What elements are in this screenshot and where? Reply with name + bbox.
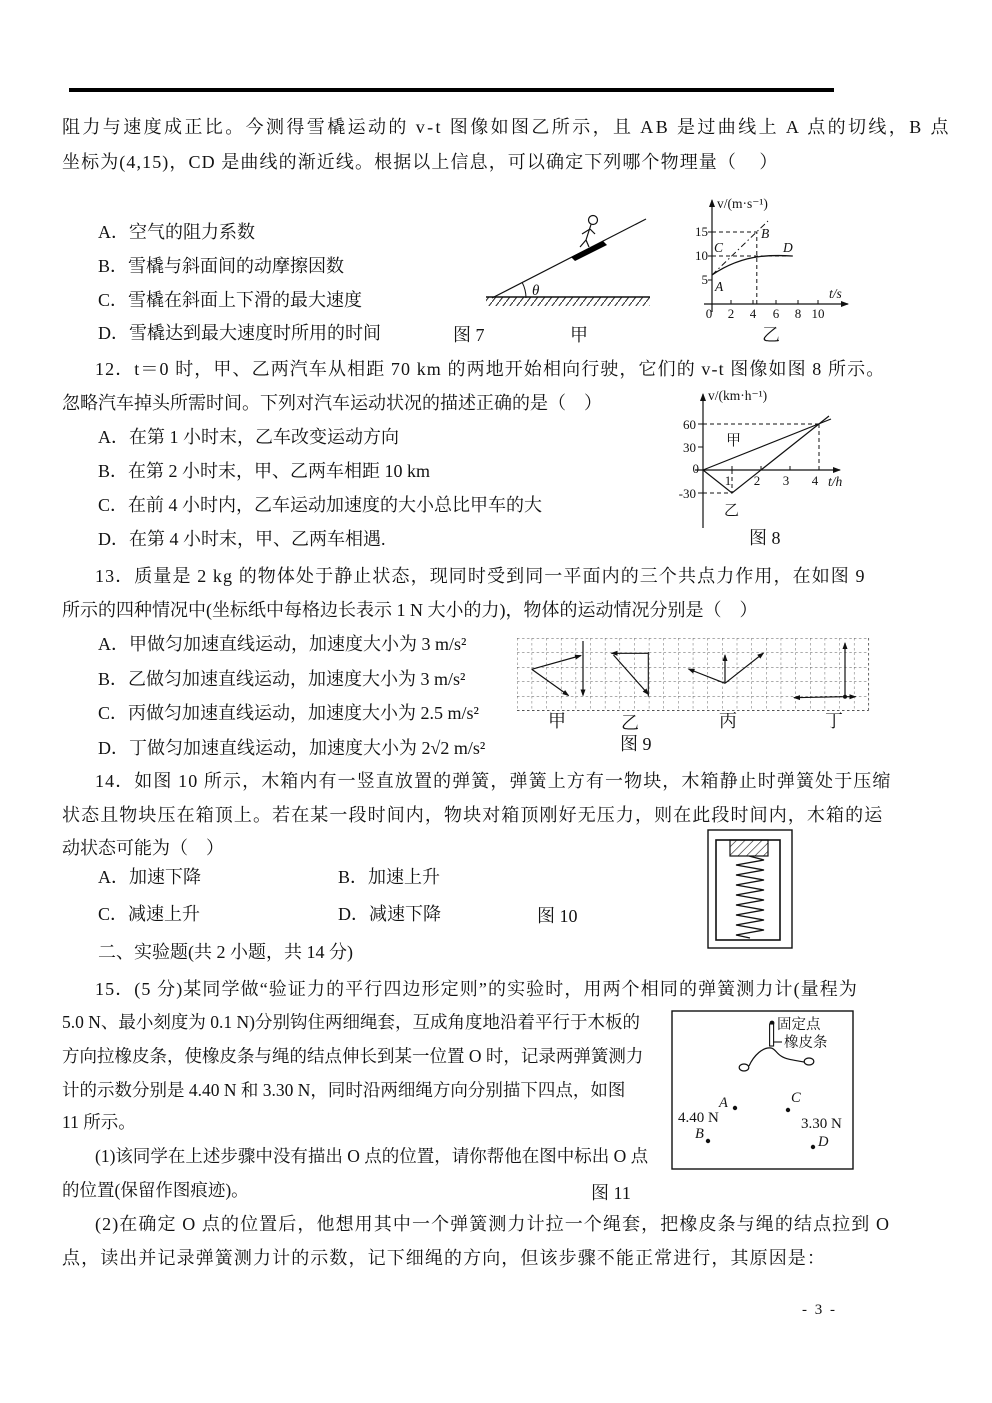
q14-line-2: 状态且物块压在箱顶上。若在某一段时间内，物块对箱顶刚好无压力，则在此段时间内，木箱的运 (62, 805, 884, 825)
xtick-2: 2 (753, 473, 761, 488)
q11-option-a: A．空气的阻力系数 (98, 222, 255, 242)
car-yi-label: 乙 (724, 503, 740, 519)
figure-9-label-bing: 丙 (719, 711, 737, 731)
ytick-30: 30 (683, 440, 696, 455)
reading-left: 4.40 N (678, 1110, 719, 1126)
q13-option-a: A．甲做匀加速直线运动，加速度大小为 3 m/s² (98, 634, 467, 654)
x-axis-label: t/h (828, 474, 843, 489)
point-d-label: D (818, 1134, 829, 1150)
figure-yi-caption: 乙 (762, 325, 780, 345)
xtick-8: 8 (794, 306, 802, 321)
point-b-label: B (695, 1126, 704, 1142)
q11-option-d: D．雪橇达到最大速度时所用的时间 (98, 323, 381, 343)
q15-line-5: 11 所示。 (62, 1112, 136, 1132)
skier-figure (580, 216, 598, 248)
point-b-dot (706, 1139, 710, 1143)
ytick-neg30: -30 (678, 486, 696, 501)
q12-option-a: A．在第 1 小时末，乙车改变运动方向 (98, 427, 399, 447)
xtick-0: 0 (705, 306, 713, 321)
figure-9-caption: 图 9 (620, 734, 652, 754)
xtick-1: 1 (724, 473, 732, 488)
block-hatched (730, 840, 768, 856)
xtick-2: 2 (727, 306, 735, 321)
point-a-dot (733, 1106, 737, 1110)
reading-right: 3.30 N (801, 1116, 842, 1132)
incline-line (492, 219, 646, 298)
q13-line-2: 所示的四种情况中(坐标纸中每格边长表示 1 N 大小的力)，物体的运动情况分别是（ ） (62, 600, 758, 620)
q14-option-c: C．减速上升 (98, 904, 201, 924)
car-jia-label: 甲 (726, 433, 742, 449)
q12-option-c: C．在前 4 小时内，乙车运动加速度的大小总比甲车的大 (98, 495, 543, 515)
q15-line-3: 方向拉橡皮条，使橡皮条与绳的结点伸长到某一位置 O 时，记录两弹簧测力 (62, 1046, 644, 1066)
ytick-5: 5 (701, 272, 708, 287)
q13-option-d: D．丁做匀加速直线运动，加速度大小为 2√2 m/s² (98, 738, 486, 758)
q15-part1-line-1: (1)该同学在上述步骤中没有描出 O 点的位置，请你帮他在图中标出 O 点 (95, 1146, 649, 1166)
point-c-label: C (714, 240, 724, 255)
ytick-10: 10 (695, 248, 708, 263)
figure-9-label-yi: 乙 (621, 713, 639, 733)
point-a-label: A (715, 279, 724, 294)
q14-option-d: D．减速下降 (338, 904, 441, 924)
q13-line-1: 13．质量是 2 kg 的物体处于静止状态，现同时受到同一平面内的三个共点力作用，在如图 9 (95, 566, 866, 586)
q14-line-1: 14．如图 10 所示，木箱内有一竖直放置的弹簧，弹簧上方有一物块，木箱静止时弹簧处于压缩 (95, 771, 892, 791)
q14-option-b: B．加速上升 (338, 867, 441, 887)
page-number: - 3 - (802, 1302, 837, 1318)
figure-yi-vt-graph (688, 192, 868, 342)
anchor-label: 固定点 (777, 1017, 821, 1033)
xtick-10: 10 (811, 306, 825, 321)
ground-hatch (486, 297, 650, 306)
sled-shape (571, 241, 607, 261)
xtick-6: 6 (772, 306, 780, 321)
ytick-60: 60 (683, 417, 696, 432)
vt-curve (712, 256, 792, 276)
band-loop-right (804, 1058, 814, 1065)
q15-part2-line-1: (2)在确定 O 点的位置后，他想用其中一个弹簧测力计拉一个绳套，把橡皮条与绳的结点拉到 O (95, 1214, 891, 1234)
figure-11-experiment-board (671, 1010, 856, 1172)
q11-line-1: 阻力与速度成正比。今测得雪橇运动的 v-t 图像如图乙所示，且 AB 是过曲线上 A 点的切线，B 点 (62, 117, 951, 137)
q11-option-b: B．雪橇与斜面间的动摩擦因数 (98, 256, 345, 276)
header-rule (69, 88, 834, 92)
point-c-label: C (791, 1090, 801, 1106)
band-loop-left (739, 1064, 749, 1071)
q11-line-2: 坐标为(4,15)，CD 是曲线的渐近线。根据以上信息，可以确定下列哪个物理量（ ） (62, 152, 779, 172)
figure-8-vt-graph (678, 388, 868, 543)
q15-line-4: 计的示数分别是 4.40 N 和 3.30 N，同时沿两细绳方向分别描下四点，如图 (62, 1080, 626, 1100)
figure-10-box-spring (706, 828, 796, 952)
angle-arc (522, 283, 526, 299)
y-axis-label: v/(m·s⁻¹) (717, 196, 768, 211)
figure-7-caption: 图 7 (453, 325, 485, 345)
xtick-4: 4 (811, 473, 819, 488)
grid-area (517, 638, 869, 711)
xtick-3: 3 (782, 473, 790, 488)
q15-line-2: 5.0 N、最小刻度为 0.1 N)分别钩住两细绳套，互成角度地沿着平行于木板的 (62, 1012, 640, 1032)
q12-option-d: D．在第 4 小时末，甲、乙两车相遇. (98, 529, 386, 549)
ytick-0: 0 (692, 461, 699, 476)
q14-line-3: 动状态可能为（ ） (62, 838, 224, 858)
spring-coil (736, 856, 764, 938)
q12-option-b: B．在第 2 小时末，甲、乙两车相距 10 km (98, 461, 431, 481)
xtick-4: 4 (749, 306, 757, 321)
point-d-dot (811, 1145, 815, 1149)
q11-option-c: C．雪橇在斜面上下滑的最大速度 (98, 290, 363, 310)
ytick-15: 15 (695, 224, 708, 239)
figure-9-label-jia: 甲 (548, 711, 566, 731)
band-label: 橡皮条 (784, 1035, 828, 1051)
figure-9-force-grid (517, 638, 873, 716)
q13-option-b: B．乙做匀加速直线运动，加速度大小为 3 m/s² (98, 669, 466, 689)
q14-option-a: A．加速下降 (98, 867, 201, 887)
figure-10-caption: 图 10 (537, 906, 578, 926)
q15-part2-line-2: 点，读出并记录弹簧测力计的示数，记下细绳的方向，但该步骤不能正常进行，其原因是： (62, 1248, 826, 1268)
point-a-label: A (719, 1095, 728, 1111)
figure-7-incline-diagram (478, 203, 673, 321)
figure-7-scene-label: 甲 (570, 325, 588, 345)
point-c-dot (786, 1108, 790, 1112)
section-2-title: 二、实验题(共 2 小题，共 14 分) (98, 942, 353, 962)
q12-line-2: 忽略汽车掉头所需时间。下列对汽车运动状况的描述正确的是（ ） (62, 393, 602, 413)
point-d-label: D (783, 240, 793, 255)
car-jia-line (703, 419, 831, 470)
q12-line-1: 12．t＝0 时，甲、乙两汽车从相距 70 km 的两地开始相向行驶，它们的 v-t 图像如图 8 所示。 (95, 359, 886, 379)
y-axis-label: v/(km·h⁻¹) (708, 388, 768, 403)
figure-9-label-ding: 丁 (825, 711, 843, 731)
figure-8-caption: 图 8 (749, 528, 781, 548)
figure-11-caption: 图 11 (591, 1183, 631, 1203)
angle-theta-label: θ (532, 283, 540, 299)
x-axis-label: t/s (829, 286, 842, 301)
q13-option-c: C．丙做匀加速直线运动，加速度大小为 2.5 m/s² (98, 703, 479, 723)
q15-line-1: 15．(5 分)某同学做“验证力的平行四边形定则”的实验时，用两个相同的弹簧测力计(量程为 (95, 979, 858, 999)
anchor-pin (770, 1024, 774, 1046)
point-b-label: B (761, 226, 770, 241)
q15-part1-line-2: 的位置(保留作图痕迹)。 (62, 1180, 249, 1200)
